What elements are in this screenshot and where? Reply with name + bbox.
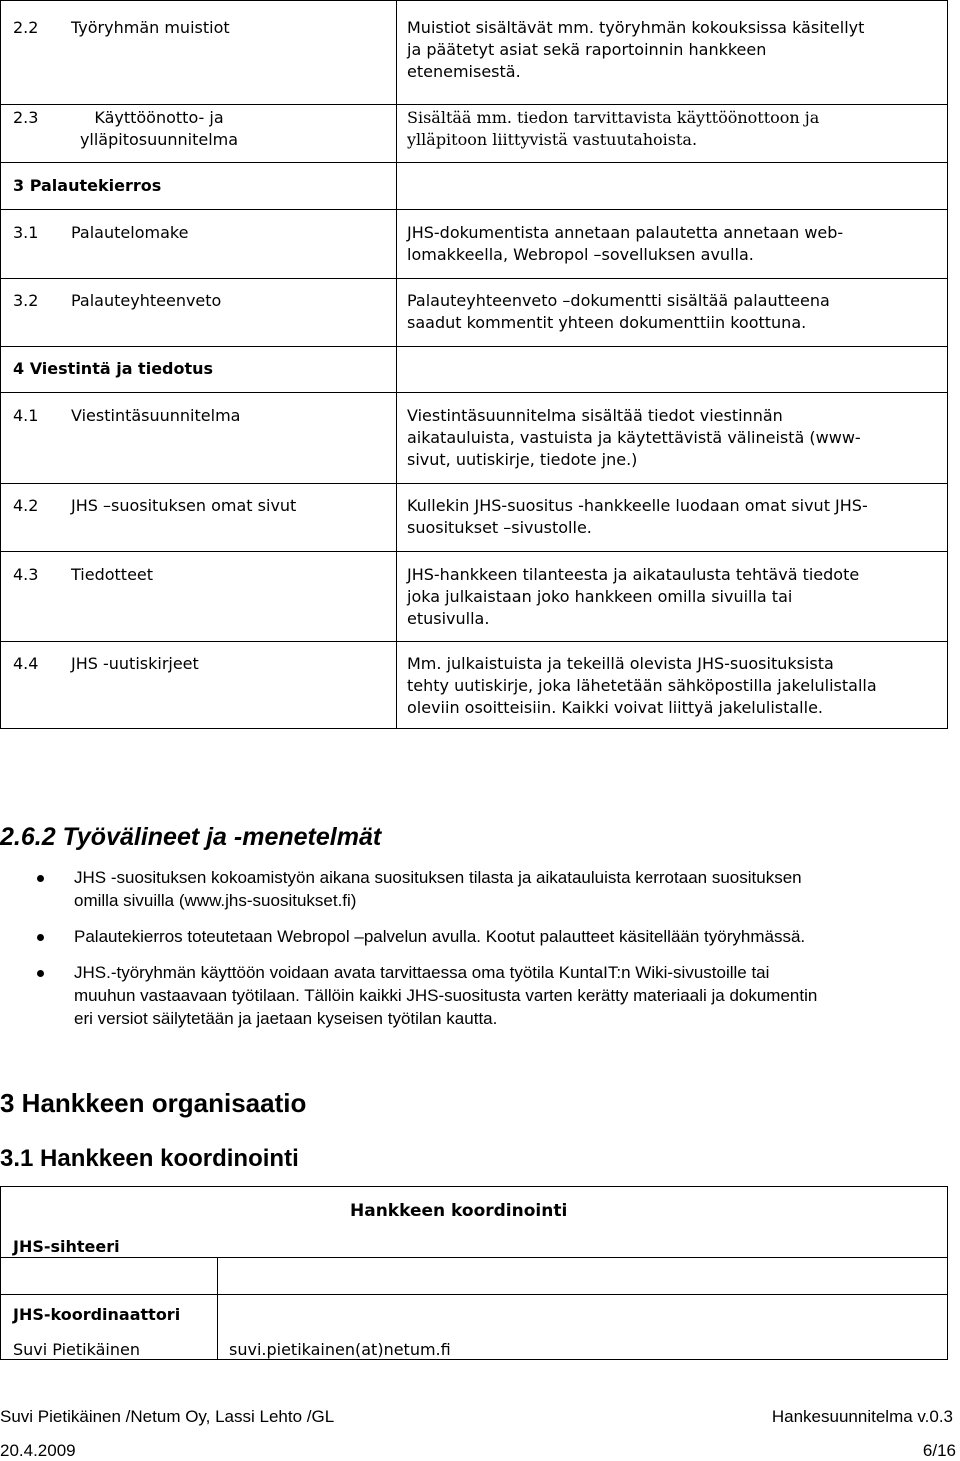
section-heading-tools: 2.6.2 Työvälineet ja -menetelmät [0,823,382,851]
row-divider [1,551,947,552]
item-description: Kullekin JHS-suositus -hankkeelle luodaan omat sivut JHS- suositukset –sivustolle. [407,496,868,537]
footer-document: Hankesuunnitelma v.0.3 [771,1407,953,1426]
row-divider [1,346,947,347]
item-number: 4.4 [13,654,39,673]
item-description: Viestintäsuunnitelma sisältää tiedot viestinnän aikatauluista, vastuista ja käytettävistä välineistä (www- sivut, uutiskirje, tiedote jne.) [407,406,861,469]
section-heading: 4 Viestintä ja tiedotus [13,359,214,378]
section-heading: 3 Palautekierros [13,176,162,195]
row-divider [1,641,947,642]
row-divider [1,104,947,105]
section-heading-organisation: 3 Hankkeen organisaatio [0,1088,307,1118]
item-number: 4.1 [13,406,39,425]
row-divider [1,1257,947,1258]
item-title: JHS –suosituksen omat sivut [71,496,297,515]
footer-date: 20.4.2009 [0,1441,76,1460]
bullet-icon [37,934,44,941]
item-title: Palauteyhteenveto [71,291,222,310]
footer-page-number: 6/16 [922,1441,956,1460]
coordination-table [0,1186,948,1360]
table-header: Hankkeen koordinointi [350,1201,568,1221]
item-title: JHS -uutiskirjeet [71,654,199,673]
row-divider [1,1294,947,1295]
item-number: 2.3 [13,108,39,127]
list-item: JHS -suosituksen kokoamistyön aikana suosituksen tilasta ja aikatauluista kerrotaan suosituksen omilla sivuilla (www.jhs-suositukset.fi) [0,866,948,912]
item-number: 3.1 [13,223,39,242]
item-description: JHS-hankkeen tilanteesta ja aikataulusta tehtävä tiedote joka julkaistaan joko hankkeen omilla sivuilla tai etusivulla. [407,565,860,628]
item-description: Muistiot sisältävät mm. työryhmän kokouksissa käsitellyt ja päätetyt asiat sekä raportoinnin hankkeen etenemisestä. [407,18,865,81]
coordinator-email: suvi.pietikainen(at)netum.fi [229,1340,451,1359]
row-divider [1,483,947,484]
footer-authors: Suvi Pietikäinen /Netum Oy, Lassi Lehto /GL [0,1407,335,1426]
bullet-icon [37,970,44,977]
item-number: 2.2 [13,18,39,37]
coordinator-name: Suvi Pietikäinen [13,1340,140,1359]
item-title: Työryhmän muistiot [71,18,230,37]
item-number: 3.2 [13,291,39,310]
item-number: 4.2 [13,496,39,515]
item-description: Mm. julkaistuista ja tekeillä olevista JHS-suosituksista tehty uutiskirje, joka lähetetään sähköpostilla jakelulistalla oleviin osoitteisiin. Kaikki voivat liittyä jakelulistalle. [407,654,877,717]
column-divider [217,1257,218,1359]
project-plan-table [0,0,948,729]
item-description: JHS-dokumentista annetaan palautetta annetaan web- lomakkeella, Webropol –sovelluksen avulla. [407,223,844,264]
column-divider [396,1,397,728]
item-description: Palauteyhteenveto –dokumentti sisältää palautteena saadut kommentit yhteen dokumenttiin koottuna. [407,291,830,332]
row-divider [1,162,947,163]
subsection-heading-coordination: 3.1 Hankkeen koordinointi [0,1145,299,1172]
item-title: Käyttöönotto- ja ylläpitosuunnitelma [79,108,239,149]
coordinator-label: JHS-koordinaattori [13,1305,181,1324]
item-title: Palautelomake [71,223,189,242]
item-description: Sisältää mm. tiedon tarvittavista käyttöönottoon ja ylläpitoon liittyvistä vastuutahoista. [407,108,820,149]
item-number: 4.3 [13,565,39,584]
bullet-icon [37,875,44,882]
item-title: Viestintäsuunnitelma [71,406,241,425]
row-divider [1,209,947,210]
item-title: Tiedotteet [71,565,154,584]
tools-bullet-list [0,866,948,1043]
list-item: JHS.-työryhmän käyttöön voidaan avata tarvittaessa oma työtila KuntaIT:n Wiki-sivustoille tai muuhun vastaavaan työtilaan. Tällöin kaikki JHS-suositusta varten kerätty materiaali ja dokumentin eri versiot säilytetään ja jaetaan kyseisen työtilan kautta. [0,961,948,1030]
row-divider [1,278,947,279]
list-item: Palautekierros toteutetaan Webropol –palvelun avulla. Kootut palautteet käsitellään työryhmässä. [0,925,948,948]
liaison-label: JHS-sihteeri [13,1237,120,1256]
row-divider [1,392,947,393]
